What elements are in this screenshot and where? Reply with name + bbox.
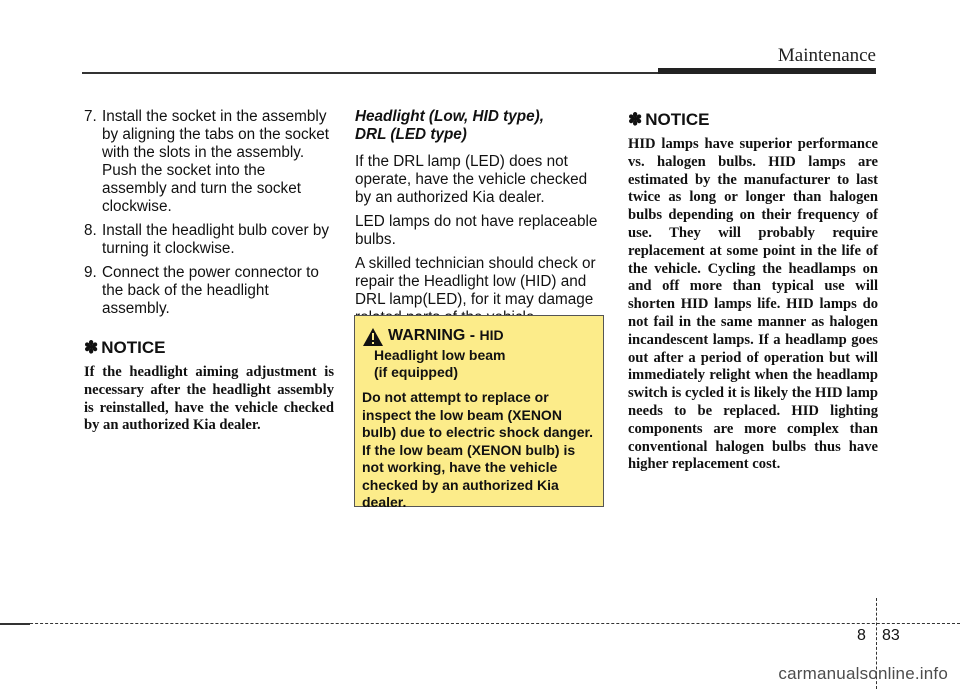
notice-heading	[84, 338, 334, 358]
header-rule-accent	[658, 68, 876, 74]
subsection-heading-line1: Headlight (Low, HID type),	[355, 108, 544, 125]
footer-rule	[0, 623, 960, 624]
warning-title-block	[388, 325, 504, 346]
section-title: Maintenance	[777, 45, 876, 66]
step-number: 9.	[84, 264, 97, 281]
step-9	[84, 264, 334, 318]
warning-box	[354, 315, 604, 510]
warning-subtitle: Headlight low beam	[374, 347, 506, 363]
step-8	[84, 222, 334, 258]
notice-text: If the headlight aiming adjustment is necessary after the headlight assembly is reinstalled, have the vehicle checked by an authorized Kia dealer.	[84, 364, 334, 434]
warning-title	[388, 325, 504, 346]
step-text: Install the socket in the assembly by aligning the tabs on the socket with the slots in the assembly. Push the socket into the assembly and turn the socket clockwise.	[102, 108, 330, 215]
notice-title: NOTICE	[101, 338, 166, 357]
warning-title-suffix: HID	[479, 327, 504, 343]
notice-star-icon: ✽	[84, 338, 99, 357]
watermark: carmanualsonline.info	[778, 664, 948, 683]
step-list	[84, 108, 334, 318]
right-column	[628, 108, 878, 474]
footer-rule-accent	[0, 623, 30, 625]
notice-heading	[628, 110, 878, 130]
paragraph: A skilled technician should check or repair the Headlight low (HID) and DRL lamp(LED), for it may damage	[355, 255, 596, 308]
step-text: Install the headlight bulb cover by turning it clockwise.	[102, 222, 330, 257]
paragraph: If the DRL lamp (LED) does not operate, have the vehicle checked by an authorized Kia dealer.	[355, 153, 588, 206]
chapter-number: 8	[857, 627, 866, 644]
notice-star-icon: ✽	[628, 110, 643, 129]
warning-triangle-icon	[362, 327, 384, 347]
step-number: 7.	[84, 108, 97, 125]
step-text: Connect the power connector to the back of the headlight assembly.	[102, 264, 319, 317]
step-number: 8.	[84, 222, 97, 239]
paragraph: LED lamps do not have replaceable bulbs.	[355, 213, 598, 248]
left-column	[84, 108, 334, 435]
header-rule	[82, 72, 658, 74]
subsection-heading-line2: DRL (LED type)	[355, 126, 467, 143]
warning-body: Do not attempt to replace or inspect the low beam (XENON bulb) due to electric shock danger. If the low beam (XENON bulb) is not working, have the vehicle checked by an authorized Kia dealer.	[362, 389, 594, 510]
middle-column	[355, 108, 605, 333]
subsection-heading	[355, 108, 605, 144]
page-number: 83	[882, 627, 900, 644]
warning-subtitle-note: (if equipped)	[374, 364, 458, 380]
notice-title: NOTICE	[645, 110, 710, 129]
warning-header	[362, 325, 595, 347]
warning-title-text: WARNING -	[388, 327, 480, 344]
step-7	[84, 108, 334, 216]
notice-text: HID lamps have superior performance vs. halogen bulbs. HID lamps are estimated by the manufacturer to last twice as long or longer than halogen bulbs depending on their frequency of use. They will probably require replacement at some point in the life of the vehicle. Cycling the headlamps on and off more than typical use will shorten HID lamps life. HID lamps do not fail in the same manner as halogen incandescent lamps. If a headlamp goes out after a period of operation but will immediately relight when the headlamp switch is cycled it is likely the HID lamp needs to be replaced. HID lighting components are more complex than conventional halogen bulbs thus have higher replacement cost.	[628, 136, 878, 473]
